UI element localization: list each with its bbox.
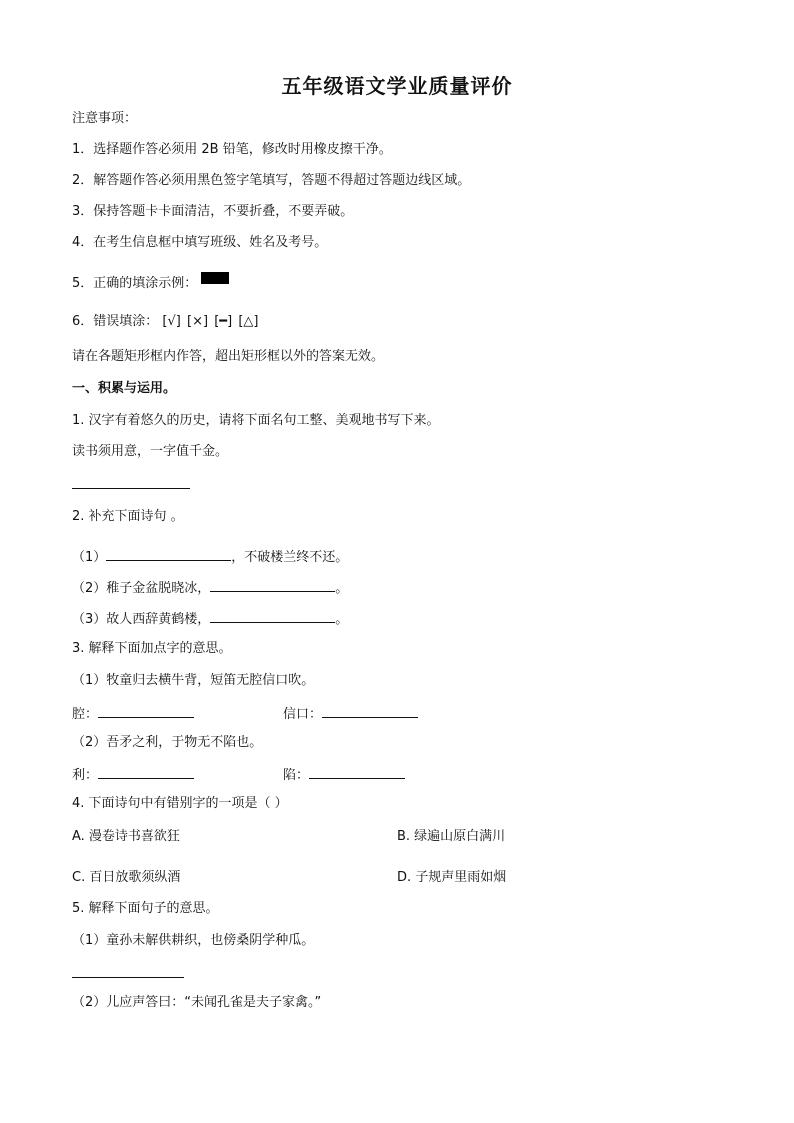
notice-item-5 <box>72 272 229 293</box>
q3-1-blank-2[interactable] <box>322 704 418 718</box>
wrong-mark-dash: [━] <box>214 314 233 329</box>
q5-stem: 5. 解释下面句子的意思。 <box>72 901 219 916</box>
q4-option-c[interactable]: C. 百日放歌须纵酒 <box>72 870 181 885</box>
q2-1-after: ，不破楼兰终不还。 <box>231 550 349 565</box>
q2-1-blank[interactable] <box>106 547 231 561</box>
notice-item-2: 2．解答题作答必须用黑色签字笔填写，答题不得超过答题边线区域。 <box>72 173 471 188</box>
q4-option-a[interactable]: A. 漫卷诗书喜欲狂 <box>72 829 180 844</box>
notice-footer: 请在各题矩形框内作答，超出矩形框以外的答案无效。 <box>72 349 385 364</box>
section-heading: 一、积累与运用。 <box>72 381 177 396</box>
q2-2-blank[interactable] <box>210 578 335 592</box>
q3-2-label-2 <box>283 765 405 785</box>
q3-stem: 3. 解释下面加点字的意思。 <box>72 641 232 656</box>
q1-answer-line[interactable] <box>72 488 190 489</box>
notice-item-3: 3．保持答题卡卡面清洁，不要折叠，不要弄破。 <box>72 204 354 219</box>
q2-line-1 <box>72 547 348 567</box>
q2-2-end: 。 <box>335 581 349 596</box>
q2-3-blank[interactable] <box>210 609 335 623</box>
q5-sentence-1: （1）童孙未解供耕织，也傍桑阴学种瓜。 <box>72 933 315 948</box>
q2-1-number: （1） <box>72 550 107 565</box>
notice-item-1: 1．选择题作答必须用 2B 铅笔，修改时用橡皮擦干净。 <box>72 142 392 157</box>
wrong-mark-triangle: [△] <box>238 314 259 329</box>
q2-3-before: （3）故人西辞黄鹤楼， <box>72 612 211 627</box>
q1-sentence: 读书须用意，一字值千金。 <box>72 444 229 459</box>
q3-1-label-2 <box>283 704 418 724</box>
notice-item-6-text: 6．错误填涂： <box>72 314 159 329</box>
q2-3-end: 。 <box>335 612 349 627</box>
q3-2-blank-1[interactable] <box>98 765 194 779</box>
correct-fill-example <box>201 272 229 284</box>
q3-poem-1: （1）牧童归去横牛背，短笛无腔信口吹。 <box>72 673 315 688</box>
notice-item-6 <box>72 313 260 331</box>
q2-stem: 2. 补充下面诗句 。 <box>72 509 184 524</box>
q3-poem-2: （2）吾矛之利，于物无不陷也。 <box>72 735 263 750</box>
q2-line-3 <box>72 609 348 629</box>
q3-1-blank-1[interactable] <box>98 704 194 718</box>
q4-stem: 4. 下面诗句中有错别字的一项是（ ） <box>72 796 288 811</box>
notice-item-5-text: 5．正确的填涂示例： <box>72 276 198 291</box>
wrong-mark-cross: [×] <box>187 314 209 329</box>
q3-1-label-1 <box>72 704 194 724</box>
wrong-mark-check: [√] <box>162 314 181 329</box>
q3-2-label-1 <box>72 765 194 785</box>
q2-line-2 <box>72 578 348 598</box>
q3-1-label-1-text: 腔： <box>72 707 99 722</box>
notice-heading: 注意事项： <box>72 111 138 126</box>
q4-option-b[interactable]: B. 绿遍山原白满川 <box>397 829 506 844</box>
q3-2-blank-2[interactable] <box>309 765 405 779</box>
q5-sentence-2: （2）儿应声答曰：“未闻孔雀是夫子家禽。” <box>72 995 322 1010</box>
q3-1-label-2-text: 信口： <box>283 707 323 722</box>
q4-option-d[interactable]: D. 子规声里雨如烟 <box>397 870 507 885</box>
q3-2-label-1-text: 利： <box>72 768 99 783</box>
q5-1-answer-line[interactable] <box>72 977 184 978</box>
notice-item-4: 4．在考生信息框中填写班级、姓名及考号。 <box>72 235 328 250</box>
q2-2-before: （2）稚子金盆脱晓冰， <box>72 581 211 596</box>
q3-2-label-2-text: 陷： <box>283 768 310 783</box>
q1-stem: 1. 汉字有着悠久的历史，请将下面名句工整、美观地书写下来。 <box>72 413 440 428</box>
page-title: 五年级语文学业质量评价 <box>281 74 513 98</box>
